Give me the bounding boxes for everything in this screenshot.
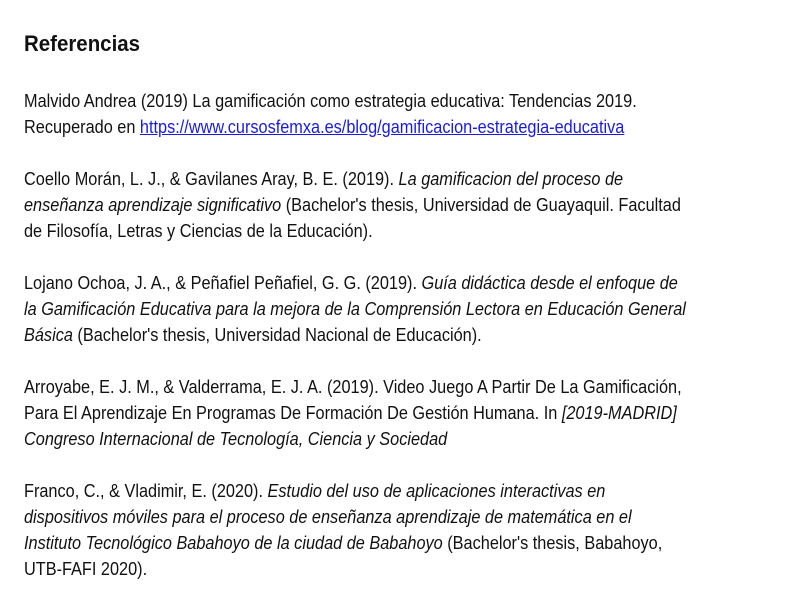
reference-2-authors: Coello Morán, L. J., & Gavilanes Aray, B. E. (2019). [24, 169, 399, 189]
reference-4-venue-tag: [2019-MADRID] [561, 403, 677, 423]
reference-4-plain-text: Para El Aprendizaje En Programas De Formación De Gestión Humana. In [24, 403, 562, 423]
reference-3-title-part-2: la Gamificación Educativa para la mejora de la Comprensión Lectora en Educación General [24, 299, 686, 319]
reference-5-title-part-3: Instituto Tecnológico Babahoyo de la ciudad de Babahoyo [24, 533, 443, 553]
reference-4-line-1: Arroyabe, E. J. M., & Valderrama, E. J. A. (2019). Video Juego A Partir De La Gamificación, [24, 377, 682, 397]
reference-list [24, 88, 800, 608]
reference-3-title-part-3: Básica [24, 325, 73, 345]
reference-2-line-3: de Filosofía, Letras y Ciencias de la Educación). [24, 221, 373, 241]
reference-4-venue-name: Congreso Internacional de Tecnología, Ciencia y Sociedad [24, 429, 448, 449]
reference-item-2 [24, 166, 739, 244]
reference-2-details-1: (Bachelor's thesis, Universidad de Guayaquil. Facultad [281, 195, 681, 215]
reference-3-title-part-1: Guía didáctica desde el enfoque de [421, 273, 678, 293]
reference-4-line-2 [24, 400, 739, 426]
reference-3-line-2 [24, 296, 739, 322]
reference-2-line-1 [24, 166, 739, 192]
reference-item-1 [24, 88, 739, 140]
reference-3-authors: Lojano Ochoa, J. A., & Peñafiel Peñafiel, G. G. (2019). [24, 273, 422, 293]
reference-5-details-1: (Bachelor's thesis, Babahoyo, [442, 533, 663, 553]
reference-2-title-part-1: La gamificacion del proceso de [398, 169, 624, 189]
reference-1-line-1: Malvido Andrea (2019) La gamificación como estrategia educativa: Tendencias 2019. [24, 91, 637, 111]
reference-1-prefix: Recuperado en [24, 117, 140, 137]
reference-2-line-2 [24, 192, 739, 218]
reference-item-3 [24, 270, 739, 348]
page-title: Referencias [24, 31, 141, 56]
reference-2-title-part-2: enseñanza aprendizaje significativo [24, 195, 282, 215]
reference-3-line-3 [24, 322, 739, 348]
reference-4-line-3 [24, 426, 739, 452]
reference-1-line-2 [24, 114, 739, 140]
reference-item-4 [24, 374, 739, 452]
reference-1-url-link[interactable]: https://www.cursosfemxa.es/blog/gamificacion-estrategia-educativa [139, 117, 625, 137]
reference-5-line-3 [24, 530, 739, 556]
reference-5-title-part-1: Estudio del uso de aplicaciones interactivas en [267, 481, 606, 501]
reference-3-details: (Bachelor's thesis, Universidad Nacional de Educación). [72, 325, 482, 345]
reference-3-line-1 [24, 270, 739, 296]
reference-5-title-part-2: dispositivos móviles para el proceso de enseñanza aprendizaje de matemática en el [24, 507, 632, 527]
reference-5-line-2 [24, 504, 739, 530]
reference-5-line-4: UTB-FAFI 2020). [24, 559, 148, 579]
reference-5-authors: Franco, C., & Vladimir, E. (2020). [24, 481, 268, 501]
reference-5-line-1 [24, 478, 739, 504]
reference-item-5 [24, 478, 739, 582]
